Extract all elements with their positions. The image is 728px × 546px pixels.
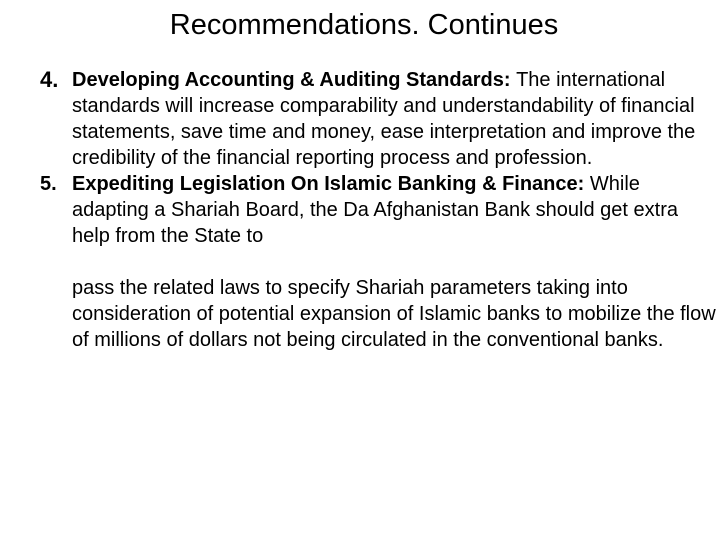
item-number: 4. — [40, 67, 59, 92]
item-text: The international standards will increase comparability and understandability of financial statements, save time and money, ease interpretation and improve the credibility of the financial reporting process and profession. — [72, 69, 696, 169]
item-number: 5. — [40, 173, 57, 195]
item-heading: Developing Accounting & Auditing Standards: — [72, 69, 517, 91]
slide-title: Recommendations. Continues — [169, 9, 559, 41]
recommendation-list — [40, 67, 720, 353]
list-item — [40, 171, 720, 353]
item-heading: Expediting Legislation On Islamic Banking & Finance: — [72, 173, 590, 195]
list-item — [40, 67, 720, 171]
item-text-part2: pass the related laws to specify Shariah parameters taking into consideration of potential expansion of Islamic banks to mobilize the flow of millions of dollars not being circulated in the conventional banks. — [72, 277, 716, 351]
paragraph-gap — [72, 249, 720, 275]
item-text-part1: While adapting a Shariah Board, the Da Afghanistan Bank should get extra help from the State to — [72, 173, 678, 247]
